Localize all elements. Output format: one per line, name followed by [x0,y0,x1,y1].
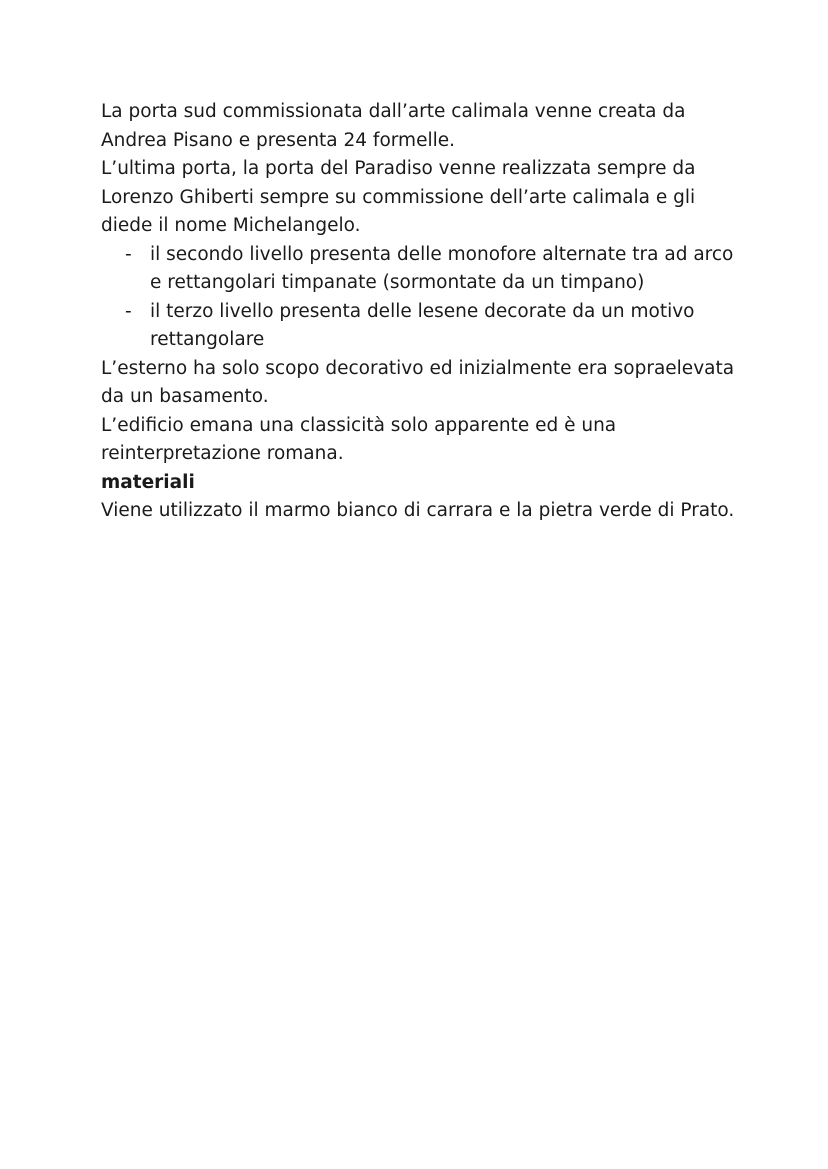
paragraph-porta-paradiso: L’ultima porta, la porta del Paradiso venne realizzata sempre da Lorenzo Ghiberti sempre su commissione dell’arte calimala e gli diede il nome Michelangelo. [101,158,696,236]
bullet-dash: - [125,300,132,322]
paragraph-materiali: Viene utilizzato il marmo bianco di carrara e la pietra verde di Prato. [101,500,735,521]
bullet-list [101,241,741,355]
bullet-dash: - [125,243,132,265]
paragraph-porta-sud: La porta sud commissionata dall’arte calimala venne creata da Andrea Pisano e presenta 24 formelle. [101,101,686,151]
paragraph-edificio: L’edificio emana una classicità solo apparente ed è una reinterpretazione romana. [101,414,617,464]
list-item [101,241,741,298]
list-item [101,298,741,355]
section-heading-materiali: materiali [101,471,195,493]
bullet-text-terzo-livello: il terzo livello presenta delle lesene decorate da un motivo rettangolare [150,300,695,350]
bullet-text-secondo-livello: il secondo livello presenta delle monofore alternate tra ad arco e rettangolari timpanate (sormontate da un timpano) [150,243,734,293]
paragraph-esterno: L’esterno ha solo scopo decorativo ed inizialmente era sopraelevata da un basamento. [101,357,735,407]
document-body [101,98,741,526]
